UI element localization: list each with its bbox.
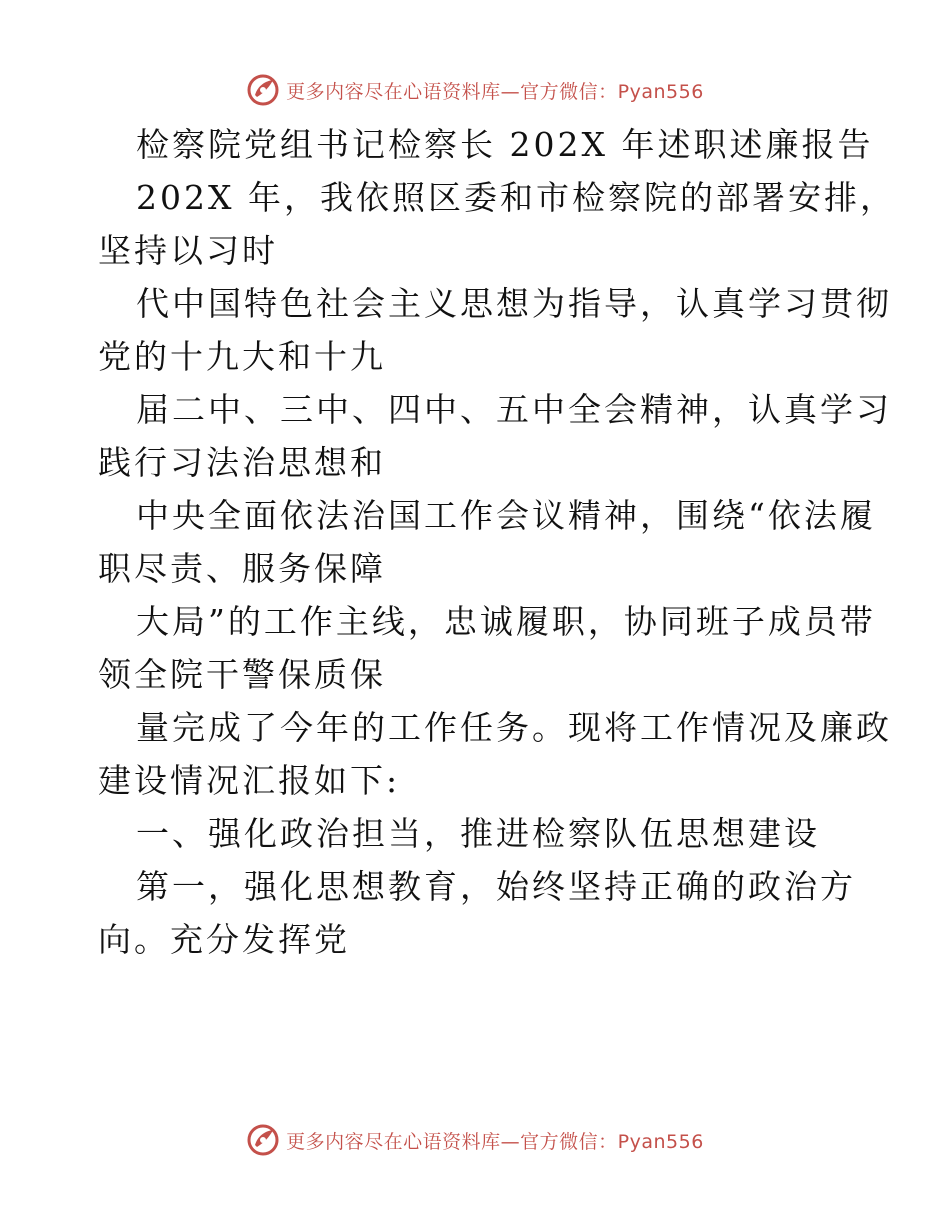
paragraph-line: 大局”的工作主线，忠诚履职，协同班子成员带: [136, 602, 876, 641]
paragraph-line: 中央全面依法治国工作会议精神，围绕“依法履: [136, 496, 876, 535]
paragraph-line: 向。充分发挥党: [98, 920, 350, 959]
paragraph-line: 代中国特色社会主义思想为指导，认真学习贯彻: [136, 284, 892, 323]
document-body: [98, 118, 896, 966]
paragraph-line: 领全院干警保质保: [98, 655, 386, 694]
watermark-banner-bottom: [0, 1120, 950, 1160]
paragraph-line: 职尽责、服务保障: [98, 549, 386, 588]
paragraph-line: 坚持以习时: [98, 231, 278, 270]
paragraph-line: 量完成了今年的工作任务。现将工作情况及廉政: [136, 708, 892, 747]
paragraph-line: 届二中、三中、四中、五中全会精神，认真学习: [136, 390, 892, 429]
brand-logo-icon: [246, 73, 280, 107]
paragraph-line: 第一，强化思想教育，始终坚持正确的政治方: [136, 867, 856, 906]
paragraph-line: 践行习法治思想和: [98, 443, 386, 482]
paragraph-line: 党的十九大和十九: [98, 337, 386, 376]
watermark-banner-top: [0, 70, 950, 110]
document-title: 检察院党组书记检察长 202X 年述职述廉报告: [136, 125, 874, 164]
section-heading: 一、强化政治担当，推进检察队伍思想建设: [136, 814, 820, 853]
brand-logo-icon: [246, 1123, 280, 1157]
paragraph-line: 202X 年，我依照区委和市检察院的部署安排，: [136, 178, 896, 217]
paragraph-line: 建设情况汇报如下:: [98, 761, 401, 800]
watermark-text: 更多内容尽在心语资料库—官方微信：Pyan556: [286, 80, 704, 103]
watermark-text: 更多内容尽在心语资料库—官方微信：Pyan556: [286, 1130, 704, 1153]
